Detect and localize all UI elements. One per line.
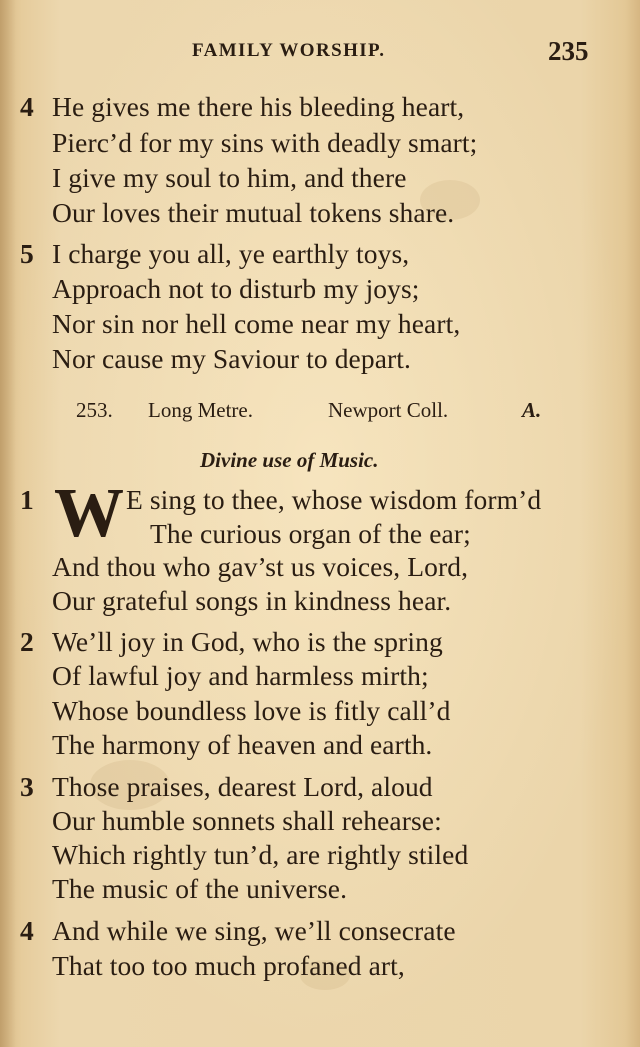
- verse-line: The music of the universe.: [52, 873, 348, 904]
- verse-line: He gives me there his bleeding heart,: [52, 91, 465, 122]
- hymn-mark: A.: [522, 398, 542, 422]
- verse-line: Those praises, dearest Lord, aloud: [52, 771, 433, 802]
- verse-line: Nor sin nor hell come near my heart,: [52, 308, 461, 339]
- drop-cap: W: [54, 475, 124, 552]
- verse-line: Our grateful songs in kindness hear.: [52, 585, 452, 616]
- verse-line: Our humble sonnets shall rehearse:: [52, 805, 442, 836]
- verse-line: And thou who gav’st us voices, Lord,: [52, 551, 469, 582]
- running-head: FAMILY WORSHIP.: [192, 40, 386, 61]
- verse-line: Pierc’d for my sins with deadly smart;: [52, 127, 478, 158]
- stanza-number: 2: [20, 626, 34, 657]
- stanza-number: 4: [20, 91, 34, 122]
- verse-line: Of lawful joy and harmless mirth;: [52, 660, 429, 691]
- page-gutter-shadow: [0, 0, 16, 1047]
- verse-line: The harmony of heaven and earth.: [52, 729, 433, 760]
- hymn-title: Divine use of Music.: [200, 448, 379, 472]
- verse-line: That too too much profaned art,: [52, 950, 405, 981]
- stanza-number: 4: [20, 915, 34, 946]
- page-number: 235: [548, 36, 589, 66]
- hymn-number: 253.: [76, 398, 113, 422]
- page-header: [0, 36, 640, 72]
- verse-line: I give my soul to him, and there: [52, 162, 407, 193]
- hymn-source: Newport Coll.: [328, 398, 449, 422]
- verse-line: I charge you all, ye earthly toys,: [52, 238, 410, 269]
- verse-line: Whose boundless love is fitly call’d: [52, 695, 451, 726]
- hymn-heading: [0, 398, 640, 430]
- verse-line: Approach not to disturb my joys;: [52, 273, 420, 304]
- verse-line: Nor cause my Saviour to depart.: [52, 343, 411, 374]
- verse-line: The curious organ of the ear;: [150, 518, 471, 549]
- verse-line: We’ll joy in God, who is the spring: [52, 626, 443, 657]
- hymn-metre: Long Metre.: [148, 398, 253, 422]
- verse-line: Which rightly tun’d, are rightly stiled: [52, 839, 469, 870]
- verse-line: Our loves their mutual tokens share.: [52, 197, 455, 228]
- stanza-number: 5: [20, 238, 34, 269]
- verse-line: And while we sing, we’ll consecrate: [52, 915, 456, 946]
- verse-line: E sing to thee, whose wisdom form’d: [126, 484, 542, 515]
- stanza-number: 1: [20, 484, 34, 515]
- stanza-number: 3: [20, 771, 34, 802]
